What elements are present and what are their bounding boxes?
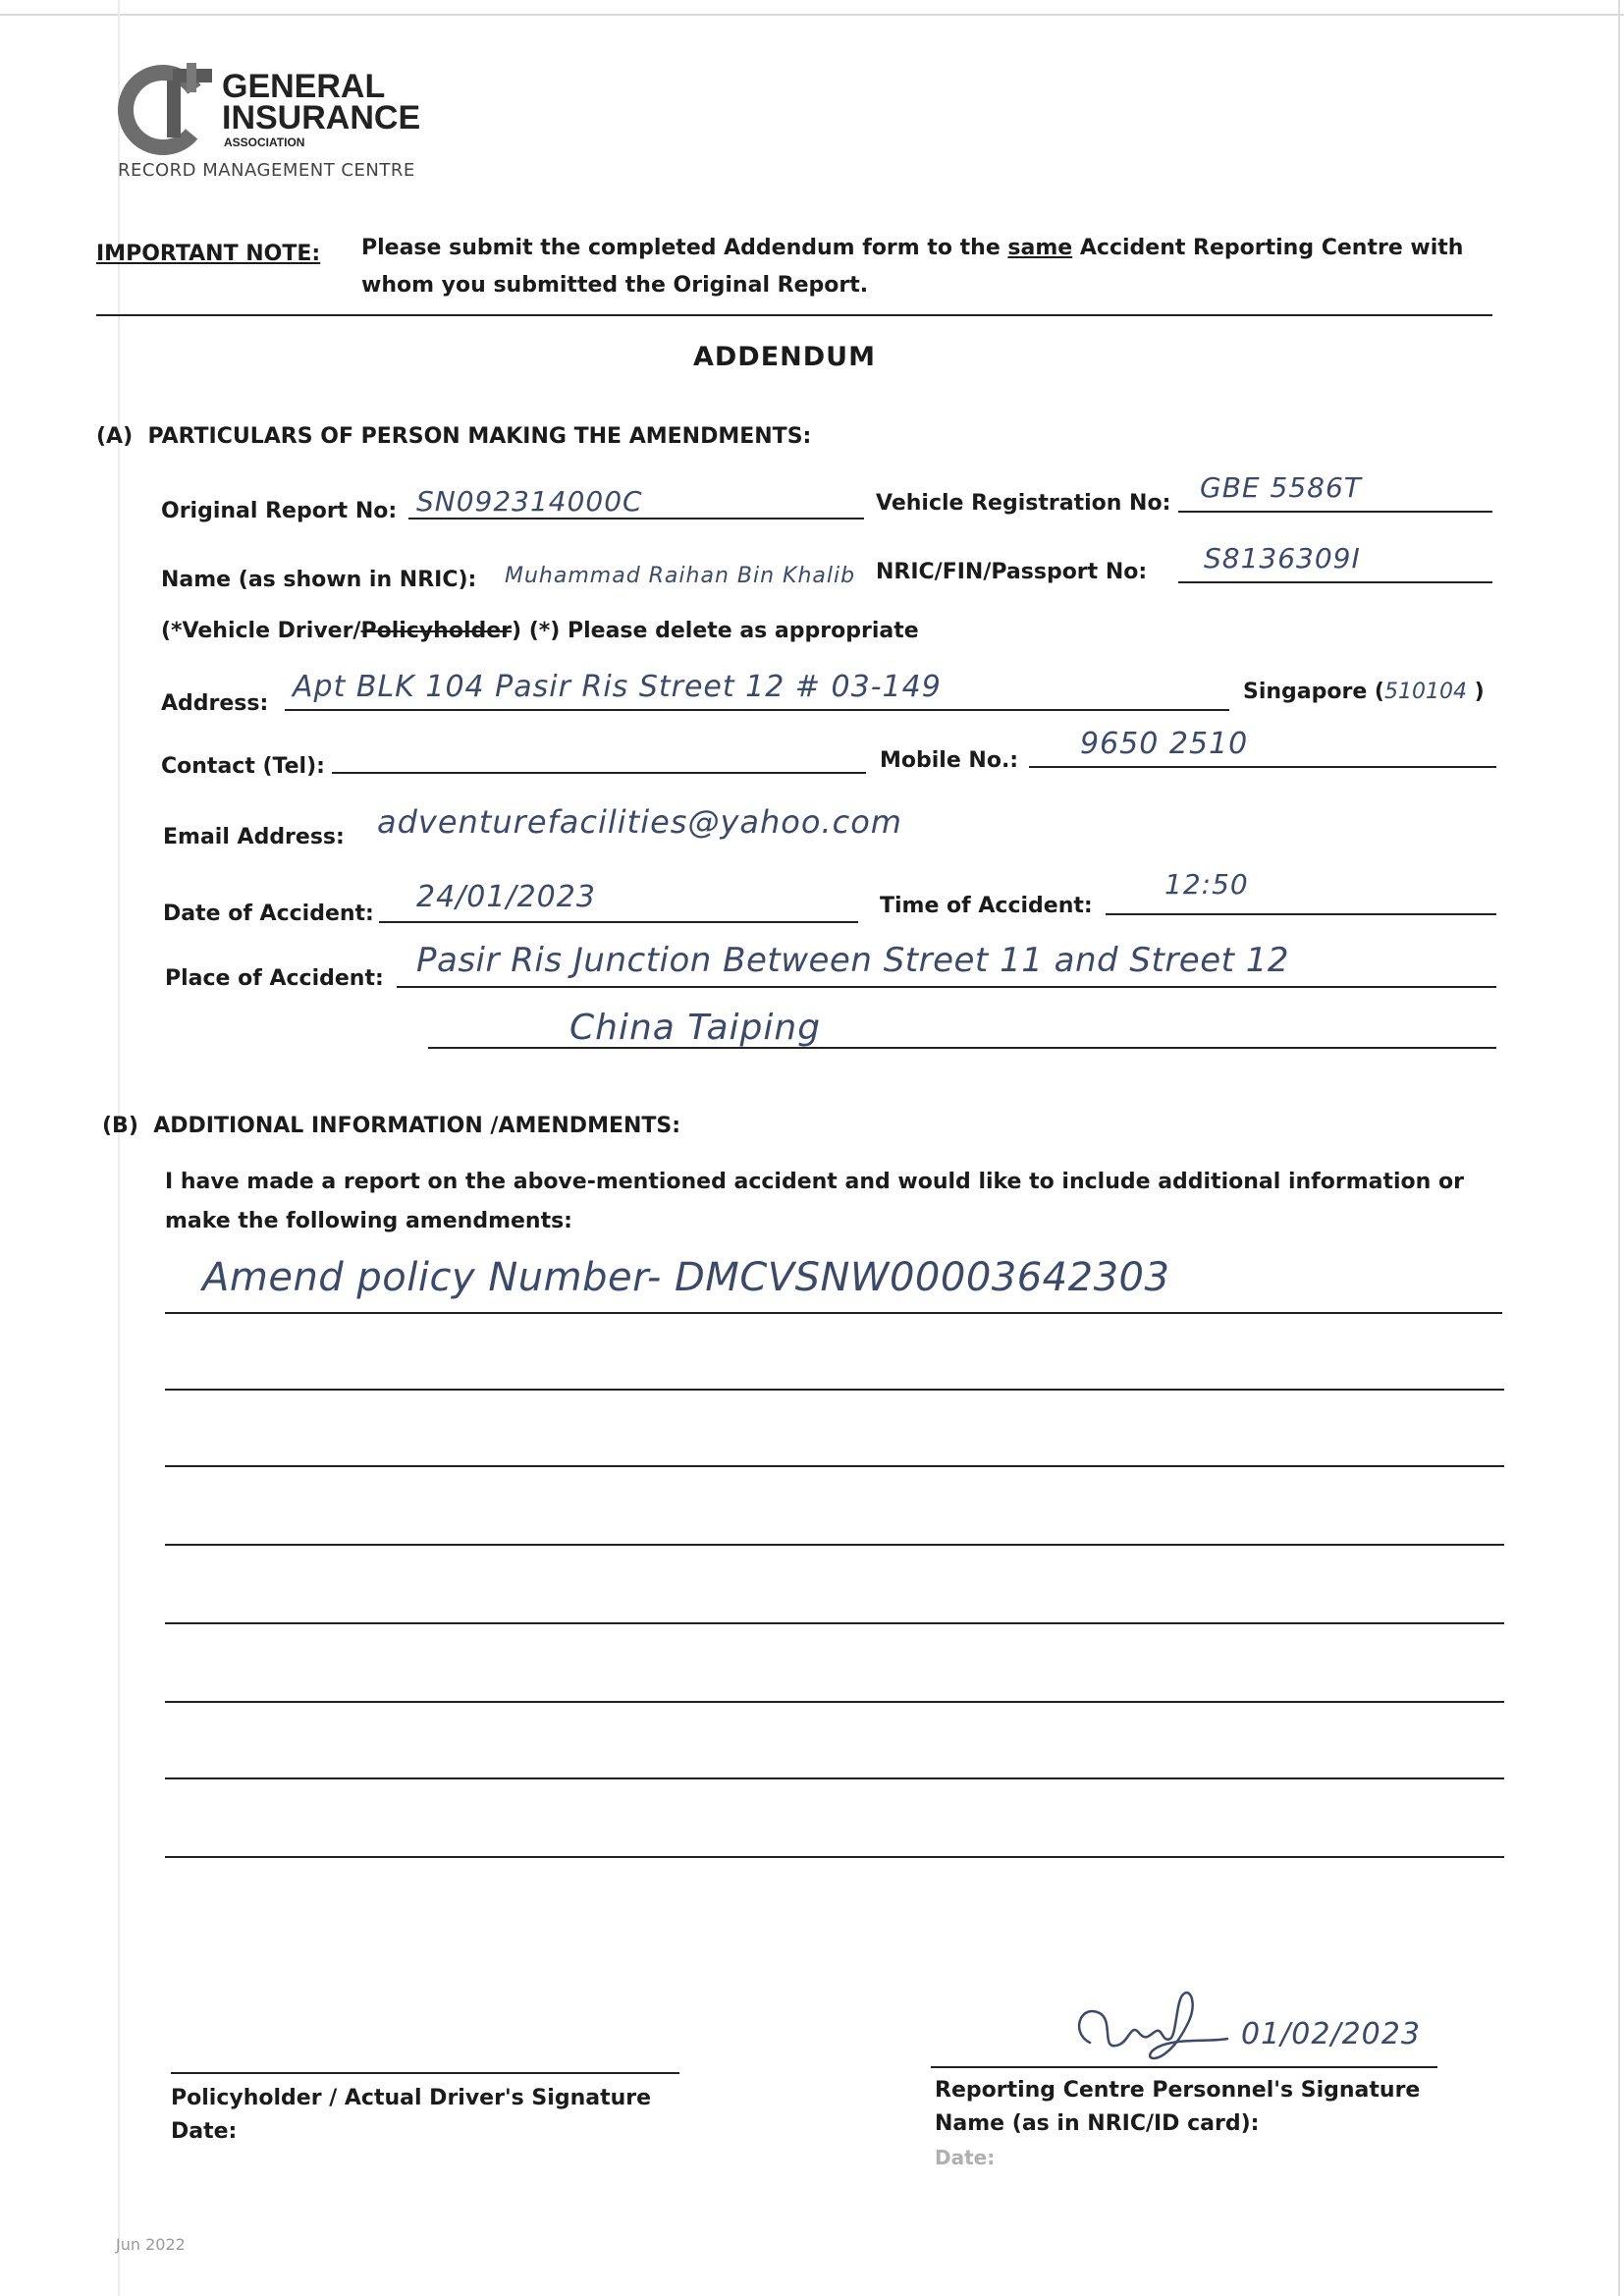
role-close: ) (*) Please delete as appropriate	[512, 619, 919, 643]
contact-tel-line[interactable]	[332, 772, 866, 774]
address-value[interactable]: Apt BLK 104 Pasir Ris Street 12 # 03-149	[293, 670, 942, 704]
scan-edge-left	[118, 0, 120, 2296]
original-report-value[interactable]: SN092314000C	[416, 485, 643, 518]
email-label: Email Address:	[163, 825, 345, 849]
amendment-line-2[interactable]	[165, 1389, 1504, 1391]
role-struck: Policyholder	[360, 619, 513, 643]
role-line	[161, 619, 919, 643]
section-a-heading	[96, 424, 811, 449]
original-report-line	[408, 518, 864, 519]
amendment-line-1	[165, 1312, 1502, 1314]
personnel-signature-icon	[1060, 1974, 1237, 2068]
amendment-line-3[interactable]	[165, 1465, 1504, 1467]
section-a-title: PARTICULARS OF PERSON MAKING THE AMENDMENTS:	[147, 424, 812, 449]
date-of-accident-value[interactable]: 24/01/2023	[416, 880, 596, 914]
form-title: ADDENDUM	[693, 342, 876, 372]
name-label: Name (as shown in NRIC):	[161, 568, 477, 592]
policyholder-date-label: Date:	[171, 2119, 238, 2144]
place-of-accident-line	[397, 986, 1496, 988]
form-revision: Jun 2022	[116, 2235, 186, 2254]
gia-logo-icon	[116, 59, 226, 157]
role-open: (*Vehicle Driver/	[161, 619, 361, 643]
contact-tel-label: Contact (Tel):	[161, 754, 325, 779]
scan-edge-right	[1618, 0, 1620, 2296]
singapore-label: Singapore (	[1243, 680, 1384, 704]
amendment-line-5[interactable]	[165, 1622, 1504, 1624]
singapore-postal	[1243, 680, 1485, 704]
amendment-line-1-text[interactable]: Amend policy Number- DMCVSNW00003642303	[202, 1255, 1170, 1300]
policyholder-signature-block	[171, 2082, 651, 2149]
date-of-accident-line	[379, 921, 858, 923]
important-note-text	[361, 230, 1500, 304]
logo-wordmark	[222, 68, 421, 137]
nric-label: NRIC/FIN/Passport No:	[876, 560, 1148, 584]
time-of-accident-line	[1106, 913, 1496, 915]
singapore-close: )	[1466, 680, 1485, 704]
mobile-line	[1029, 766, 1496, 768]
original-report-label: Original Report No:	[161, 499, 398, 523]
personnel-signature-title: Reporting Centre Personnel's Signature	[935, 2078, 1421, 2103]
important-note-label: IMPORTANT NOTE:	[96, 242, 321, 266]
vehicle-reg-value[interactable]: GBE 5586T	[1200, 471, 1362, 504]
postal-value[interactable]: 510104	[1384, 680, 1467, 704]
note-text-after: Accident Reporting Centre with whom you submitted the Original Report.	[361, 236, 1464, 298]
address-line	[285, 709, 1229, 711]
section-b-marker: (B)	[102, 1114, 138, 1138]
amendment-line-6[interactable]	[165, 1701, 1504, 1703]
date-of-accident-label: Date of Accident:	[163, 902, 374, 926]
place-of-accident-label: Place of Accident:	[165, 966, 384, 991]
policyholder-signature-line[interactable]	[171, 2072, 679, 2074]
time-of-accident-label: Time of Accident:	[880, 894, 1093, 918]
amendment-line-8[interactable]	[165, 1856, 1504, 1858]
section-a-marker: (A)	[96, 424, 134, 449]
record-management-centre: RECORD MANAGEMENT CENTRE	[118, 160, 415, 181]
amendment-line-7[interactable]	[165, 1777, 1504, 1779]
nric-value[interactable]: S8136309I	[1204, 542, 1361, 574]
nric-line	[1178, 581, 1492, 583]
personnel-signed-date: 01/02/2023	[1241, 2017, 1421, 2051]
personnel-signature-line[interactable]	[931, 2066, 1437, 2068]
insurance-company-value[interactable]: China Taiping	[569, 1008, 822, 1048]
note-text-underlined: same	[1007, 236, 1073, 260]
personnel-signature-block	[935, 2074, 1420, 2174]
vehicle-reg-label: Vehicle Registration No:	[876, 491, 1171, 516]
logo-line-general: GENERAL	[222, 68, 386, 105]
policyholder-signature-title: Policyholder / Actual Driver's Signature	[171, 2086, 652, 2110]
vehicle-reg-line	[1178, 511, 1492, 513]
section-b-intro: I have made a report on the above-mentioned accident and would like to include additional information or make the following amendments:	[165, 1170, 1464, 1233]
scan-edge-top	[0, 14, 1624, 16]
personnel-name-label: Name (as in NRIC/ID card):	[935, 2111, 1260, 2136]
section-b-title: ADDITIONAL INFORMATION /AMENDMENTS:	[153, 1114, 681, 1138]
place-of-accident-value[interactable]: Pasir Ris Junction Between Street 11 and Street 12	[416, 941, 1290, 980]
address-label: Address:	[161, 691, 269, 716]
note-divider	[96, 314, 1492, 316]
mobile-label: Mobile No.:	[880, 748, 1019, 773]
email-value[interactable]: adventurefacilities@yahoo.com	[377, 803, 902, 841]
section-b-heading	[102, 1114, 680, 1138]
personnel-date-label: Date:	[935, 2146, 996, 2169]
name-value[interactable]: Muhammad Raihan Bin Khalib	[505, 564, 856, 588]
logo-association: ASSOCIATION	[224, 136, 305, 149]
time-of-accident-value[interactable]: 12:50	[1164, 868, 1249, 901]
logo-line-insurance: INSURANCE	[222, 99, 421, 137]
amendment-line-4[interactable]	[165, 1544, 1504, 1546]
mobile-value[interactable]: 9650 2510	[1080, 727, 1249, 761]
note-text-before: Please submit the completed Addendum form to the	[361, 236, 1008, 260]
